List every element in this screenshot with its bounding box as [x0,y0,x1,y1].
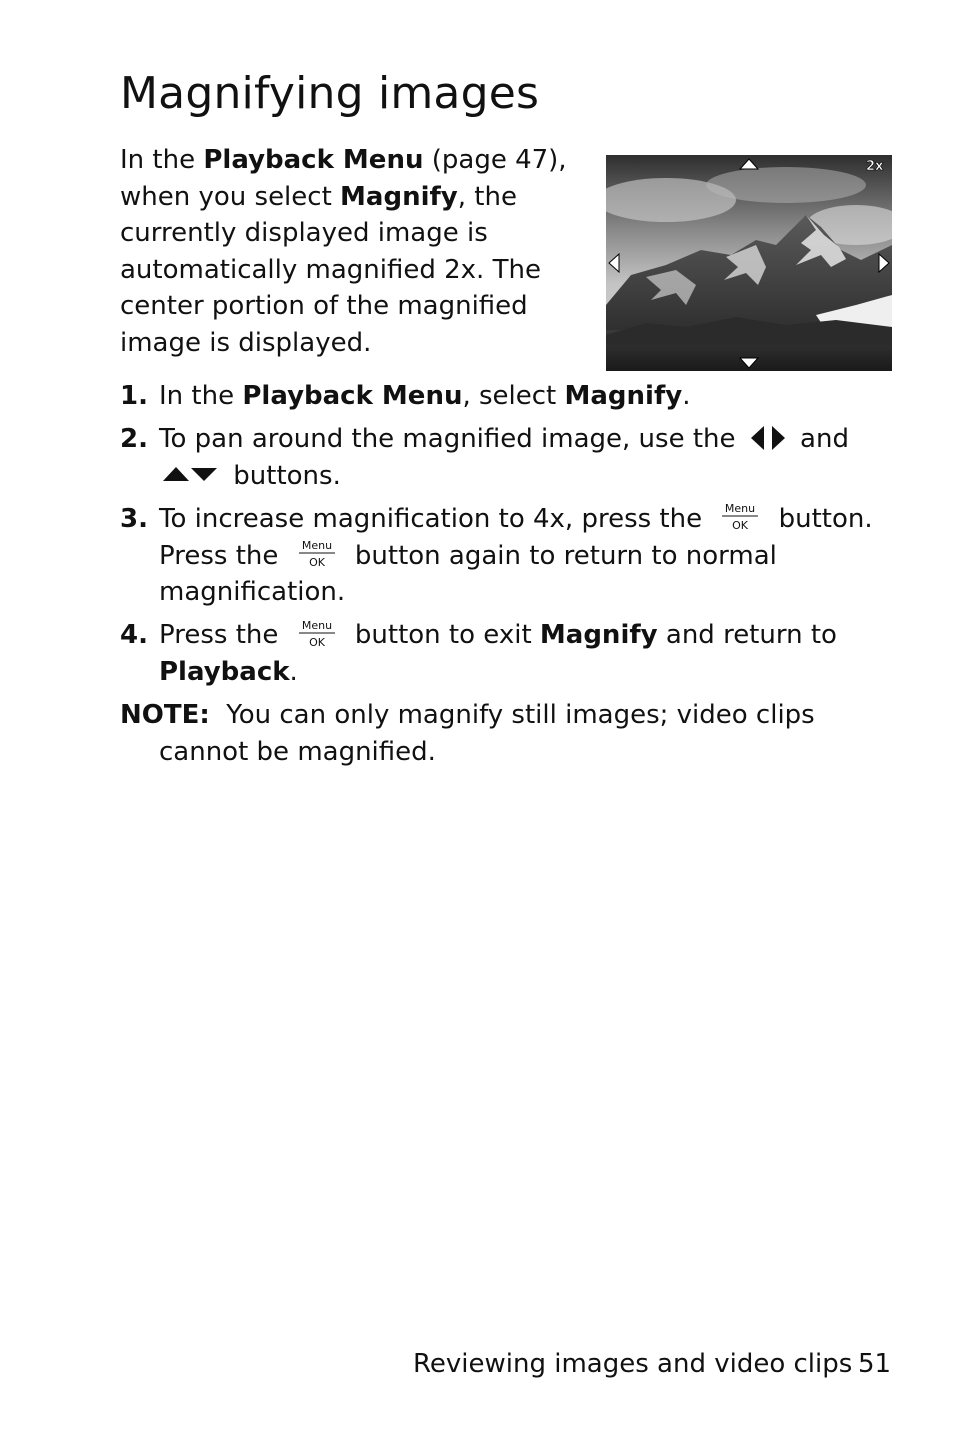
step-1-bold-magnify: Magnify [564,381,683,411]
note-text: You can only magnify still images; video clips cannot be magnified. [159,700,823,767]
magnified-mountain-photo [606,155,892,371]
intro-text-1: In the [120,145,204,175]
down-arrow-icon [739,357,759,369]
intro-paragraph [120,142,590,362]
step-1-text-3: . [682,381,691,411]
step-2-text-3: buttons. [225,460,341,491]
menu-ok-icon-top-text: Menu [301,618,332,632]
step-4-bold-magnify: Magnify [539,620,658,651]
step-4 [120,617,900,690]
menu-ok-icon-bottom-text: OK [308,556,325,570]
menu-ok-button-icon [295,536,339,570]
step-2 [120,421,900,494]
up-arrow-icon [739,158,759,170]
step-1-text-1: In the [159,381,243,411]
right-arrow-icon [878,253,890,273]
step-1-number: 1. [120,381,148,411]
intro-bold-magnify: Magnify [340,181,458,212]
step-1 [120,378,900,415]
menu-ok-icon-top-text: Menu [301,539,332,553]
step-3-text-1: To increase magnification to 4x, press the [159,503,711,534]
mountain-photo-graphic [606,155,892,371]
page-title: Magnifying images [120,68,540,119]
step-3-text-3: button again to return to normal magnification. [159,540,777,608]
intro-text-2: (page 47), when you select [120,145,567,212]
step-4-bold-playback: Playback [159,656,290,687]
step-4-text-1: Press the [159,620,287,651]
menu-ok-icon-top-text: Menu [725,502,756,516]
step-4-text-4: . [289,656,298,687]
step-4-text-3: and return to [657,620,837,651]
menu-ok-button-icon [718,499,762,533]
zoom-badge: 2x [866,159,884,174]
up-down-arrows-icon [159,464,219,484]
step-3-number: 3. [120,503,148,534]
step-2-number: 2. [120,424,148,455]
menu-ok-button-icon [295,616,339,650]
step-1-bold-playback-menu: Playback Menu [242,381,463,411]
step-3 [120,501,900,611]
step-2-text-2: and [791,424,849,455]
page-number: 51 [858,1349,892,1379]
intro-text-3: , the currently displayed image is automatically magnified 2x. The center portion of the magnified image is displayed. [120,181,541,358]
left-arrow-icon [608,253,620,273]
note-paragraph [120,697,900,770]
steps-list [120,378,900,770]
step-4-number: 4. [120,620,148,651]
step-3-text-2: button. Press the [159,503,873,571]
note-label: NOTE: [120,700,210,731]
step-4-text-2: button to exit [346,620,540,651]
step-2-text-1: To pan around the magnified image, use the [159,424,744,455]
menu-ok-icon-bottom-text: OK [308,635,325,649]
left-right-arrows-icon [748,424,788,452]
intro-bold-playback-menu: Playback Menu [203,145,424,175]
footer-section-title: Reviewing images and video clips [413,1349,853,1379]
step-1-text-2: , select [462,381,565,411]
menu-ok-icon-bottom-text: OK [732,519,749,533]
